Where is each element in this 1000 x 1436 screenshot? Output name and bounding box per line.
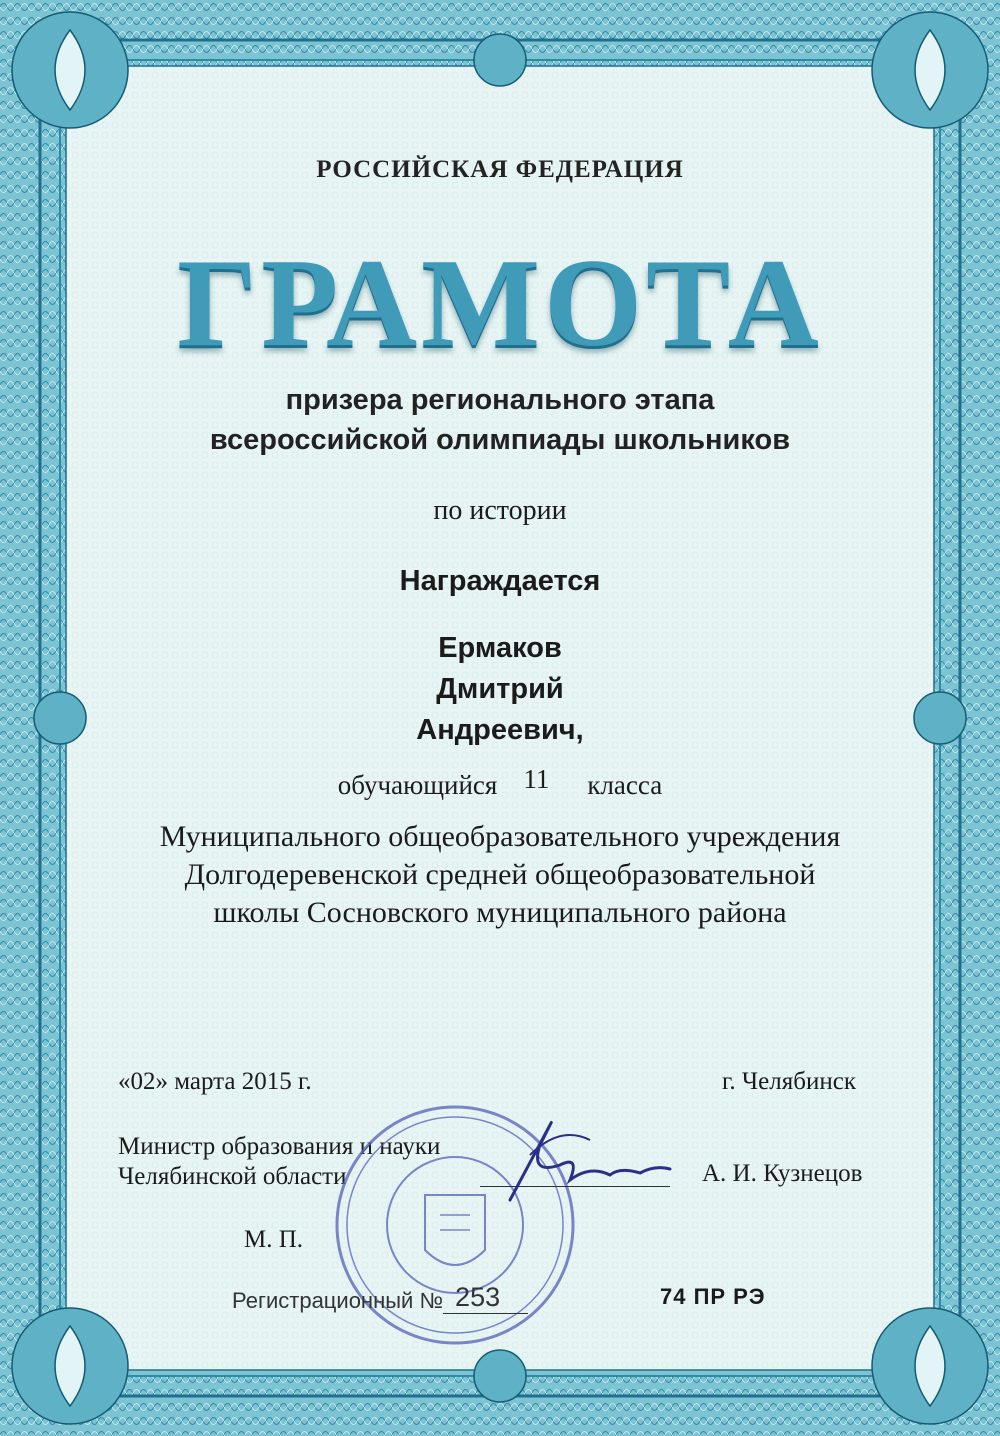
grade-number: 11 — [523, 764, 550, 794]
issue-city: г. Челябинск — [722, 1068, 856, 1095]
minister-line-2: Челябинской области — [118, 1163, 347, 1190]
minister-line-1: Министр образования и науки — [118, 1133, 441, 1160]
grade-prefix: обучающийся — [337, 770, 498, 800]
school-line-3: школы Сосновского муниципального района — [213, 896, 787, 929]
recipient-name — [0, 628, 1000, 751]
registration-value: 253 — [443, 1282, 528, 1314]
signer-name: А. И. Кузнецов — [702, 1160, 863, 1187]
awarded-label: Награждается — [399, 565, 601, 597]
country-name: РОССИЙСКАЯ ФЕДЕРАЦИЯ — [316, 156, 684, 183]
school-name — [0, 818, 1000, 932]
school-line-1: Муниципального общеобразовательного учреждения — [159, 820, 841, 853]
award-subtitle — [0, 380, 1000, 460]
recipient-first-name: Дмитрий — [436, 673, 564, 705]
school-line-2: Долгодеревенской средней общеобразовательной — [184, 858, 816, 891]
subject: по истории — [433, 495, 567, 526]
recipient-patronymic: Андреевич, — [416, 714, 584, 746]
issue-date: «02» марта 2015 г. — [118, 1068, 312, 1095]
grade-line — [0, 764, 1000, 801]
recipient-last-name: Ермаков — [438, 632, 562, 664]
series-code: 74 ПР РЭ — [660, 1284, 766, 1309]
subtitle-line-1: призера регионального этапа — [285, 384, 715, 416]
registration-label: Регистрационный № — [232, 1288, 444, 1313]
seal-label: М. П. — [244, 1226, 304, 1253]
subtitle-line-2: всероссийской олимпиады школьников — [209, 424, 791, 456]
document-title: ГРАМОТА — [177, 234, 823, 373]
handwritten-signature — [470, 1105, 690, 1215]
registration-number — [232, 1284, 528, 1316]
grade-suffix: класса — [587, 770, 663, 800]
